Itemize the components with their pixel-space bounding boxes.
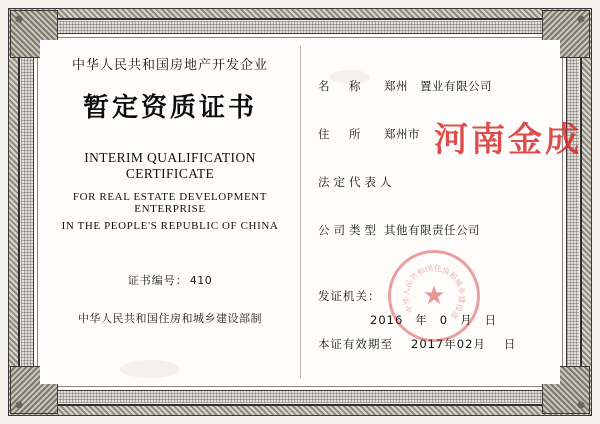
validity-label: 本证有效期至 [318,337,393,351]
field-legal-representative [318,174,550,190]
issue-date-month: 0 [439,313,449,327]
certificate-left-panel [40,40,300,384]
field-company-name-label: 名 称 [318,79,365,93]
field-company-type-value: 其他有限责任公司 [384,223,480,237]
issue-date-line [370,312,497,328]
certificate-number-value: 410 [189,274,213,287]
field-address [318,126,550,142]
issue-date-month-unit: 月 [460,313,473,327]
company-watermark: 河南金成 [434,120,582,160]
english-subtitle-1: FOR REAL ESTATE DEVELOPMENT ENTERPRISE [72,191,268,215]
chinese-heading: 中华人民共和国房地产开发企业 [71,58,268,73]
field-company-name [318,78,550,94]
certificate-right-panel [300,40,560,384]
issue-authority-label: 发证机关： [318,289,381,303]
field-address-label: 住 所 [318,127,365,141]
issue-date-year-unit: 年 [415,313,428,327]
certificate-number-label: 证书编号： [127,274,188,287]
seal-ring-text: 中 华 人 民 共 和 国 住 房 和 城 乡 建 设 部 [401,263,467,321]
field-company-type-label: 公司类型 [318,223,380,237]
english-title: INTERIM QUALIFICATION CERTIFICATE [84,150,256,181]
field-legal-representative-label: 法定代表人 [318,175,396,189]
validity-line [318,336,516,352]
validity-value: 2017年02月 [411,337,486,351]
certificate-number [40,272,300,288]
issue-date-day-unit: 日 [484,313,498,327]
seal-star-icon: ★ [422,281,446,310]
issue-date-year: 2016 [370,313,404,327]
validity-day-unit: 日 [503,337,517,351]
issuing-ministry-text: 中华人民共和国住房和城乡建设部制 [78,312,262,325]
certificate-content [40,40,560,384]
field-company-type [318,222,550,238]
chinese-title: 暂定资质证书 [82,93,257,123]
field-address-value: 郑州市 [384,127,420,141]
field-company-name-value: 郑州 置业有限公司 [384,79,492,93]
english-subtitle-2: IN THE PEOPLE'S REPUBLIC OF CHINA [61,220,279,232]
